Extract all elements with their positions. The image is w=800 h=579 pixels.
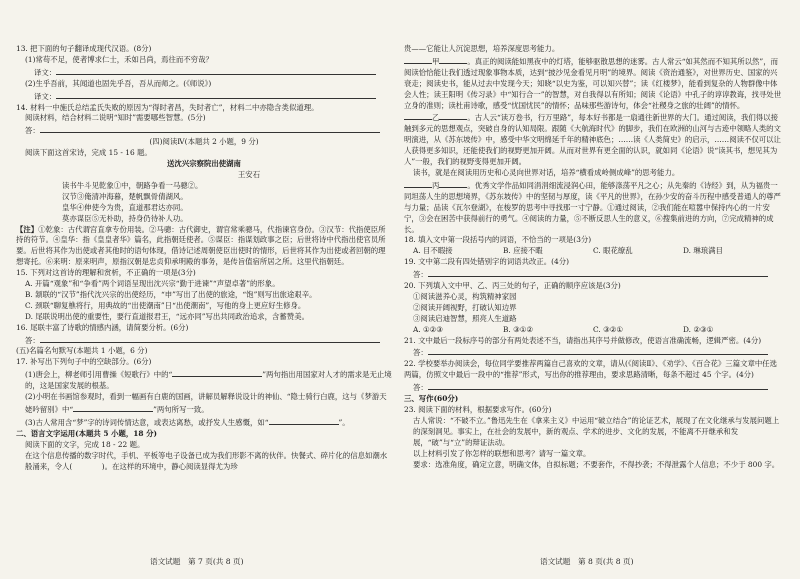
- q20-sentence-3: ③阅读启迪智慧，照亮人生道路: [413, 313, 517, 323]
- q21-answer: 答：: [404, 346, 784, 359]
- q14-line-1: 14. 材料一中施氏总结孟氏失败的原因为“得时者昌，失时者亡”，材料二中亦隐含类似道理。: [16, 102, 319, 112]
- paragraph-bing: 丙 。优秀文学作品如同涓涓细流浸润心田，能够涤荡平凡之心；从先秦的《诗经》到，从为福贵一同坦荡人生的思想境界，《苏东坡传》中的坚韧与厚度，读《平凡的世界》，在孙少安的奋斗历程中感受普通人的尊严与力量；品读《瓦尔登湖》，在梭罗的思考中寻找那一寸宁静。①通过阅读，②我们能在喧嚣中保持内心的一片安宁，③会在困苦中获得前行的勇气。④阅读的力量，⑤不断反思人生的意义，⑥搜集前进的方向，⑦完成精神的成长。: [404, 180, 781, 234]
- poem-author: 王安石: [237, 169, 261, 179]
- paragraph-yi-2: 读书，就是在阅读用历史和心灵向世界对话，培养“横看成岭侧成峰”的思考能力。: [413, 167, 680, 177]
- poem-line: 读书牛斗见乾象①中，朝路争看一马骢②。: [62, 180, 203, 190]
- q23-prompt: 以上材料引发了你怎样的联想和思考？请写一篇文章。: [413, 448, 591, 458]
- q20-sentence-2: ②阅读开阔视野，打破认知边界: [413, 302, 517, 312]
- q15-option-b: B. 颔联的“汉节”指代沈兴宗的出使经历，“申”写出了出使的旅途，“饱”则写出旅途艰辛。: [25, 289, 317, 299]
- q13-sentence-1: (1)常苟不足，使者博求仁士，禾如吕尚，焉往而不穷哉？: [25, 54, 213, 64]
- q17-item-3: (3)古人常用含“梦”字的诗词传情达意，或表达离愁，或抒发人生感慨，如“ ”。: [25, 417, 350, 427]
- paragraph-jia: 甲 。真正的阅读能如黑夜中的灯塔，能够驱散思想的迷雾。古人常云“如其然而不知其所以然”，而阅读恰恰能让我们透过现象事物本质，达到“披沙见金看见月明”的境界。阅读《资治通鉴》，对世界历史、国家的兴衰走；阅读史书，能从过去中发现今天；知晓“以史为鉴，可以知兴替”；读《红楼梦》，能看到复杂的人物群像中体会人性；读王阳明《传习录》中“知行合一”的智慧，对自我得以有所知；阅读《论语》中孔子的谆谆教诲，找寻处世立身的准则；读杜甫诗歌，感受“忧国忧民”的情怀；品味那些游诗句，体会“社稷身之旅的壮阔”的情怀。: [404, 56, 782, 110]
- q16-stem: 16. 尾联丰富了诗歌的情感内涵，请简要分析。(6分): [16, 322, 189, 332]
- section2-intro: 阅读下面的文字，完成 18 - 22 题。: [25, 439, 145, 449]
- part4-intro: 阅读下面这首宋诗，完成 15 - 16 题。: [25, 148, 152, 158]
- q15-stem: 15. 下列对这首诗的理解和赏析，不正确的一项是(3分): [16, 268, 196, 278]
- passage-continued: 贵——它能让人沉淀思想，培养深度思考能力。: [404, 44, 560, 53]
- q20-sentence-1: ①阅读滋养心灵，构筑精神家园: [413, 291, 517, 301]
- q20-options: A. ①②③ B. ③①② C. ③②① D. ②③①: [413, 324, 714, 334]
- part4-heading: (四)阅读Ⅳ(本题共 2 小题，9 分): [149, 137, 259, 147]
- q23-stem: 23. 阅读下面的材料，根据要求写作。(60分): [404, 405, 552, 414]
- q18-options: A. 目不暇接 B. 应接不暇 C. 眼花缭乱 D. 琳琅满目: [413, 246, 723, 256]
- q19-stem: 19. 文中第二段有四处错别字的词语共改正。(4分): [404, 257, 569, 267]
- poem-line: 莫亦谋臣⑤无朴助，持身仍待补人功。: [62, 213, 188, 223]
- blank-yi-label: 乙: [432, 113, 440, 123]
- section2-text: 在这个信息传播的数字时代，手机、平板等电子设备已成为我们形影不离的伙伴。快餐式、碎片化的信息如潮水般涌来，令人( )。在这样的环境中，静心阅读显得尤为珍: [25, 450, 388, 471]
- right-footer: 语文试题 第 8 页(共 8 页): [540, 557, 634, 566]
- poem-title: 送沈兴宗察院出使湖南: [167, 159, 241, 169]
- note-label: 【注】: [16, 224, 39, 234]
- q17-item-2: (2)小明在书画馆参观时，看到一幅画有白鹿的国画，讲解员解释说设计的神仙、“隐士骑行白鹿，这与《梦游天姥吟留别》中“ ”两句所写一致。: [25, 392, 387, 414]
- q18-stem: 18. 填入文中第一段括号内的词语，不恰当的一项是(3分): [404, 235, 592, 245]
- q15-option-c: C. 颈联“聊复樵将行，用典故的“出使潮南”日“出使潮南”，写他的身上更应好生修身。: [25, 300, 306, 310]
- q15-option-d: D. 尾联说明出使的重要性，要行直道报君王，“远亦同”写出共同政治追求，含蓄赞美。: [25, 311, 309, 321]
- q21-stem: 21. 文中最后一段标序号的部分有两处表述不当，请指出其序号并做修改，使语言准确流畅，逻辑严密。(4分): [404, 335, 762, 345]
- q14-answer: 答：: [16, 124, 392, 137]
- q13-answer-2: 译文：: [16, 90, 392, 103]
- q13-answer-1: 译文：: [16, 66, 392, 79]
- left-page: [16, 44, 392, 472]
- q22-stem: 22. 学校要举办阅读会，每位同学要推荐两篇自己喜欢的文章，请从(《阅读Ⅱ》、《劝学》、《百合花》三篇文章中任选两篇，仿照文中最后一段中的“推荐”形式，写出你的推荐理由，要求思路清晰，每条不超过 45 个字。(4分): [404, 359, 778, 380]
- section3-heading: 三、写作(60分): [404, 394, 459, 404]
- blank-jia-label: 甲: [432, 56, 440, 66]
- q14-line-2: 阅读材料，结合材料二说明“知时”需要哪些智慧。(5分): [25, 113, 206, 123]
- q15-option-a: A. 开篇“观象”和“争看”两个词语呈现出沈兴宗“勤于进谏”“声望卓著”的形象。: [25, 279, 280, 289]
- paragraph-yi: 乙 。古人云“读万卷书，行万里路”，每本好书都是一扇通往新世界的大门。通过阅读，我们得以接触到多元的思想观点，突破自身的认知局限。跟随《大航海时代》的脚步，我们在欧洲的山河与古迹中领略人类的文明演进，从《苏东坡传》中，感受中华文明绵延千年的精神底色；……读《人类简史》的启示，……阅读不仅可以让人获得更多知识，还能使我们的视野更加开阔。从而对世界有更全面的认识，就如同《论语》说“读其书，想见其为人”一般，我们的视野变得更加开阔。: [404, 113, 781, 167]
- poem-line: 汉节③俺清冲海暮，楚帆飘骨倩湖风。: [62, 191, 188, 201]
- blank-bing-label: 丙: [432, 180, 440, 190]
- section2-heading: 二、语言文字运用(本题共 5 小题，18 分): [16, 428, 158, 438]
- q20-stem: 20. 下列填入文中甲、乙、丙三处的句子，正确的顺序应该是(3分): [404, 281, 621, 291]
- right-page: [404, 44, 784, 470]
- poem-line: 皇华④伸使今为贵，直道那君达亦同。: [62, 202, 188, 212]
- q22-answer: 答：: [404, 381, 784, 394]
- left-footer: 语文试题 第 7 页(共 8 页): [150, 557, 244, 566]
- q13-stem: 13. 把下面的句子翻译成现代汉语。(8分): [16, 44, 152, 53]
- q19-answer: 答：: [404, 268, 784, 281]
- q17-item-1: (1)唐会上，柳老师引用曹操《短歌行》中的“ ”两句指出用国家对人才的需求是无止境的，这是国家发展的根基。: [25, 370, 392, 391]
- q16-answer: 答：: [16, 334, 392, 347]
- poem-notes: 【注】①乾象：古代谓宫直拿专份用装。②马骢：古代御史，谓官常乘骢马，代指谏官身份。③汉节：代指使臣所持的符节。④皇华：指《皇皇者华》篇名，此指朝廷使者。⑤谋臣：指谋划政事之臣；后世将诗中代指出使官员所要。后世将其作为出使或者其他时的语句体现，借诗记述周朝使臣出使时的情形，后世将其作为出使或者回朝的理想寄托。⑥来明：原来明声，原指汉朝是忠贞仰承明殿的事务，是传旨值宿所居之所。这里代指朝廷。: [16, 224, 386, 267]
- part5-heading: (五)名篇名句默写(本题共 1 小题，6 分): [16, 346, 148, 356]
- q23-material: 古人常说：“不破不立。”鲁迅先生在《拿来主义》中运用“破立结合”的论证艺术，展现了在文化继承与发展问题上的深刻洞见。事实上，在社会的发展中，新的观点、学术的进步、文化的发展，不能离不开继承和发展，“破”与“立”的辩证法动。: [413, 415, 780, 447]
- q17-stem: 17. 补写出下列句子中的空缺部分。(6分): [16, 357, 152, 367]
- q13-sentence-2: (2)生乎吾前，其闻道也固先乎吾，吾从而师之。(《师说》): [25, 78, 212, 88]
- q23-requirements: 要求：选准角度，确定立意，明确文体，自拟标题；不要套作，不得抄袭；不得泄露个人信息；不少于 800 字。: [413, 459, 780, 469]
